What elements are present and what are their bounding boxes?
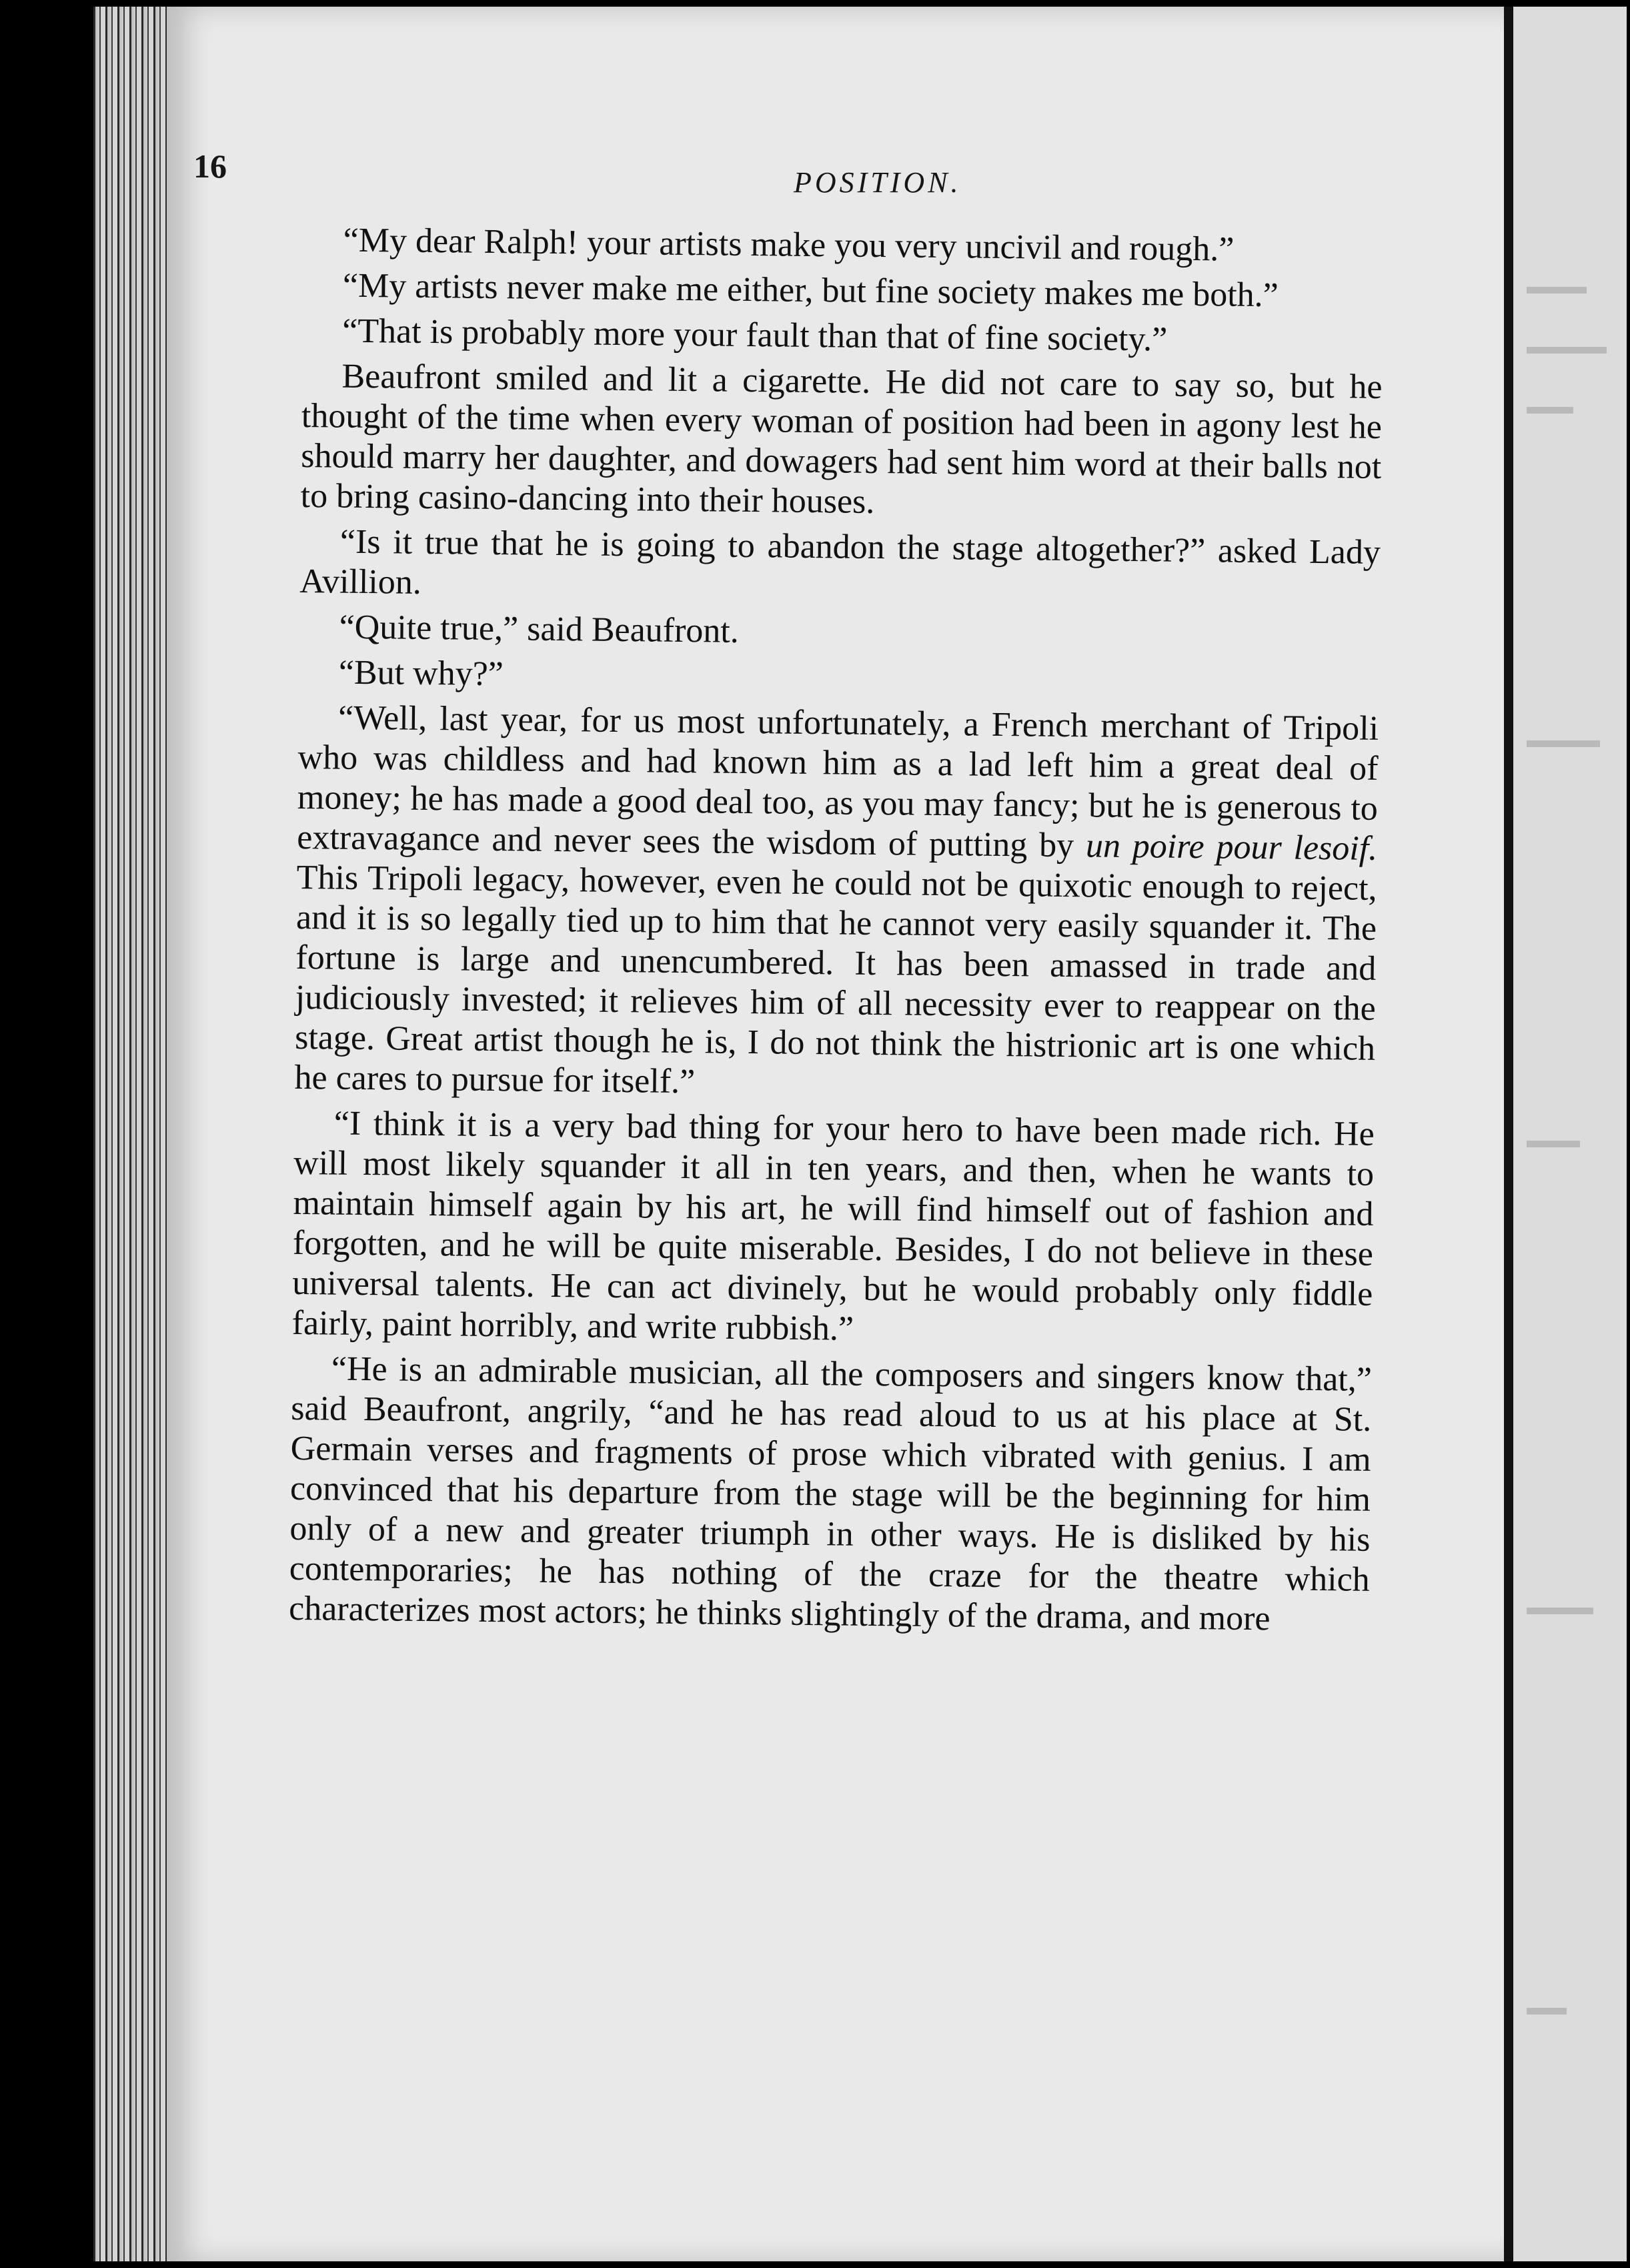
paragraph [294, 698, 1379, 1109]
italic-phrase: un poire pour lesoif. [1085, 826, 1378, 868]
page-header [193, 147, 1381, 207]
paragraph: “My dear Ralph! your artists make you very uncivil and rough.” [343, 221, 1235, 269]
paragraph: “That is probably more your fault than that of fine society.” [341, 312, 1168, 359]
paragraph: “Quite true,” said Beaufront. [339, 608, 740, 650]
paragraph: “But why?” [338, 653, 504, 694]
running-title: POSITION. [794, 166, 962, 199]
paragraph: “My artists never make me either, but fine society makes me both.” [342, 266, 1279, 315]
show-through-line [1527, 740, 1600, 747]
page-number: 16 [193, 147, 227, 185]
paragraph: “He is an admirable musician, all the composers and singers know that,” said Beaufront, angrily, “and he has read aloud to us at his place at St. Germain verses and fragments of prose which vibrated with genius. I am convinced that his departure from the stage will be the beginning for him only of a new and greater triumph in other ways. He is disliked by his contemporaries; he has nothing of the craze for the theatre which characterizes most actors; he thinks slightingly of the drama, and more [288, 1349, 1373, 1638]
paragraph: Beaufront smiled and lit a cigarette. He did not care to say so, but he thought of the time when every woman of position had been in agony lest he should marry her daughter, and dowagers had sent him word at their balls not to bring casino-dancing into their houses. [300, 357, 1383, 521]
facing-page [1504, 7, 1627, 2261]
show-through-line [1527, 1141, 1580, 1147]
show-through-line [1527, 2008, 1567, 2015]
paragraph-text: This Tripoli legacy, however, even he could not be quixotic enough to reject, and it is so legally tied up to him that he cannot very easily squander it. The fortune is large and unencumbered. It has been amassed in trade and judiciously invested; it relieves him of all necessity ever to reappear on the stage. Great artist though he is, I do not think the histrionic art is one which he cares to pursue for itself.” [294, 858, 1377, 1101]
show-through-line [1527, 287, 1587, 294]
paragraph: “I think it is a very bad thing for your hero to have been made rich. He will most likely squander it all in ten years, and then, when he wants to maintain himself again by his art, he will find himself out of fashion and forgotten, and he will be quite miserable. Besides, I do not believe in these universal talents. He can act divinely, but he would probably only fiddle fairly, paint horribly, and write rubbish.” [291, 1104, 1375, 1348]
show-through-line [1527, 347, 1607, 354]
paragraph-text: “Well, last year, for us most unfortunately, a French merchant of Tripoli who was childless and had known him as a lad left him a great deal of money; he has made a good deal too, as you may fancy; but he is generous to extravagance and never sees the wisdom of putting by [297, 698, 1379, 865]
body-text [289, 220, 1384, 1646]
show-through-line [1527, 407, 1573, 414]
show-through-line [1527, 1608, 1593, 1614]
paragraph: “Is it true that he is going to abandon the stage altogether?” asked Lady Avillion. [299, 522, 1381, 602]
